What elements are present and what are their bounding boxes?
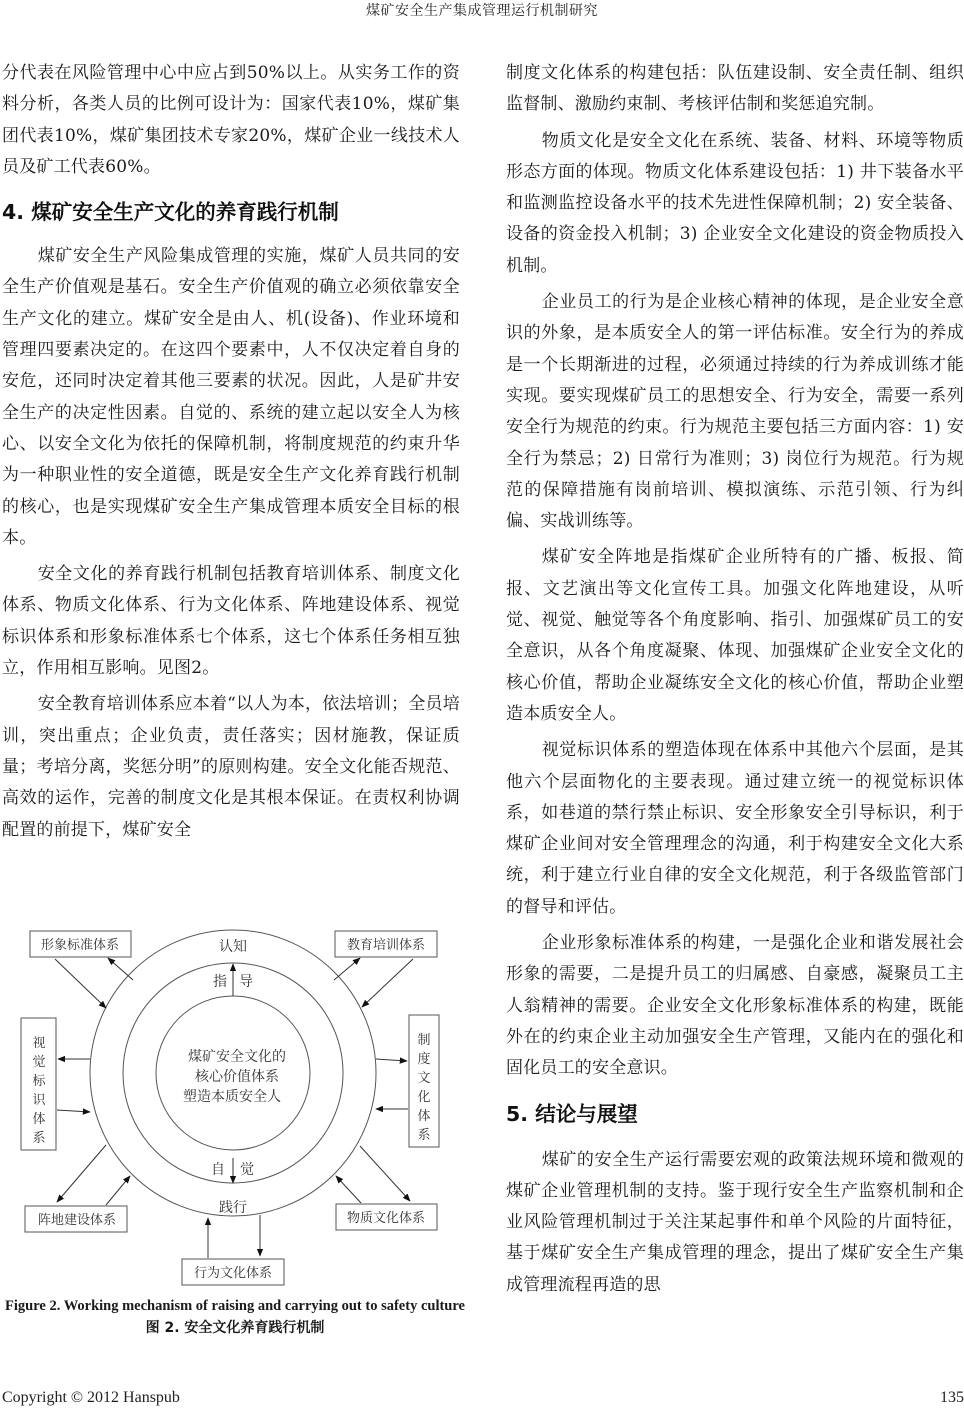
paragraph: 煤矿安全生产风险集成管理的实施，煤矿人员共同的安全生产价值观是基石。安全生产价值观的确立必须依靠安全生产文化的建立。煤矿安全是由人、机(设备)、作业环境和管理四要素决定的。在这四个要素中，人不仅决定着自身的安危，还同时决定着其他三要素的状况。因此，人是矿井安全生产的决定性因素。自觉的、系统的建立起以安全人为核心、以安全文化为依托的保障机制，将制度规范的约束升华为一种职业性的安全道德，既是安全生产文化养育践行机制的核心，也是实现煤矿安全生产集成管理本质安全目标的根本。 (2, 246, 460, 548)
paragraph: 物质文化是安全文化在系统、装备、材料、环境等物质形态方面的体现。物质文化体系建设包括：1) 井下装备水平和监测监控设备水平的技术先进性保障机制；2) 安全装备、设备的资金投入机制；3) 企业安全文化建设的资金物质投入机制。 (506, 130, 964, 276)
svg-text:体: 体 (32, 1112, 46, 1127)
label-guide-right: 导 (239, 974, 253, 990)
label-self-right: 觉 (240, 1162, 254, 1178)
left-column (2, 58, 460, 846)
paragraph: 制度文化体系的构建包括：队伍建设制、安全责任制、组织监督制、激励约束制、考核评估制和奖惩追究制。 (506, 63, 964, 115)
arrow-to-material-culture (360, 1146, 410, 1201)
arrow-from-position-building (106, 1176, 130, 1205)
paragraph: 煤矿的安全生产运行需要宏观的政策法规环境和微观的煤矿企业管理机制的支持。鉴于现行安全生产监察机制和企业风险管理机制过于关注某起事件和单个风险的片面特征，基于煤矿安全生产集成管理的理念，提出了煤矿安全生产集成管理流程再造的思 (506, 1149, 964, 1295)
arrow-from-material-culture (336, 1176, 361, 1203)
core-text-line-1: 煤矿安全文化的 (188, 1049, 286, 1065)
figure-caption-chinese: 图 2. 安全文化养育践行机制 (145, 1320, 325, 1336)
svg-text:系: 系 (32, 1131, 46, 1146)
svg-text:度: 度 (417, 1052, 431, 1067)
paragraph: 企业员工的行为是企业核心精神的体现，是企业安全意识的外象，是本质安全人的第一评估标准。安全行为的养成是一个长期渐进的过程，必须通过持续的行为养成训练才能实现。要实现煤矿员工的思想安全、行为安全，需要一系列安全行为规范的约束。行为规范主要包括三方面内容：1) 安全行为禁忌；2) 日常行为准则；3) 岗位行为规范。行为规范的保障措施有岗前培训、模拟演练、示范引领、行为纠偏、实战训练等。 (506, 292, 964, 532)
core-text-line-2: 核心价值体系 (195, 1069, 279, 1085)
label-cognition: 认知 (219, 939, 247, 955)
arrow-to-institutional-culture (376, 1059, 407, 1061)
paragraph: 安全教育培训体系应本着“以人为本，依法培训；全员培训，突出重点；企业负责，责任落实；因材施教，保证质量；考培分离，奖惩分明”的原则构建。安全文化能否规范、高效的运作，完善的制度文化是其根本保证。在责权利协调配置的前提下，煤矿安全 (2, 694, 460, 840)
svg-text:制: 制 (417, 1033, 431, 1048)
arrow-from-education-training (362, 959, 413, 1007)
svg-text:体: 体 (417, 1109, 431, 1124)
svg-text:文: 文 (417, 1071, 431, 1086)
section-5-heading: 5. 结论与展望 (506, 1101, 638, 1126)
arrow-to-position-building (57, 1145, 106, 1202)
box-material-culture-label: 物质文化体系 (346, 1211, 426, 1226)
paragraph-continued: 分代表在风险管理中心中应占到50%以上。从实务工作的资料分析，各类人员的比例可设计为：国家代表10%，煤矿集团代表10%，煤矿集团技术专家20%，煤矿企业一线技术人员及矿工代表60%。 (2, 63, 460, 177)
paragraph: 安全文化的养育践行机制包括教育培训体系、制度文化体系、物质文化体系、行为文化体系、阵地建设体系、视觉标识体系和形象标准体系七个体系，这七个体系任务相互独立，作用相互影响。见图2。 (2, 564, 460, 679)
box-position-building-label: 阵地建设体系 (37, 1213, 117, 1228)
label-self-left: 自 (211, 1162, 225, 1178)
figure-caption (0, 1298, 470, 1339)
copyright-footer: Copyright © 2012 Hanspub (2, 1389, 180, 1406)
svg-text:识: 识 (32, 1093, 46, 1108)
paragraph: 煤矿安全阵地是指煤矿企业所特有的广播、板报、简报、文艺演出等文化宣传工具。加强文化阵地建设，从听觉、视觉、触觉等各个角度影响、指引、加强煤矿员工的安全意识，从各个角度凝聚、体现、加强煤矿企业安全文化的核心价值，帮助企业凝练安全文化的核心价值，帮助企业塑造本质安全人。 (506, 547, 964, 724)
right-column (506, 58, 964, 1301)
running-header: 煤矿安全生产集成管理运行机制研究 (366, 3, 598, 19)
paragraph: 视觉标识体系的塑造体现在体系中其他六个层面，是其他六个层面物化的主要表现。通过建立统一的视觉标识体系，如巷道的禁行禁止标识、安全形象安全引导标识，利于煤矿企业间对安全管理理念的沟通，利于构建安全文化大系统，利于建立行业自律的安全文化规范，利于各级监管部门的督导和评估。 (506, 740, 964, 917)
label-practice: 践行 (219, 1200, 247, 1216)
svg-text:标: 标 (32, 1074, 46, 1089)
figure-2-diagram (0, 918, 470, 1290)
core-text-line-3: 塑造本质安全人 (183, 1089, 281, 1105)
label-guide-left: 指 (213, 974, 227, 990)
svg-text:系: 系 (417, 1128, 431, 1143)
svg-text:觉: 觉 (32, 1055, 46, 1070)
box-image-standard-label: 形象标准体系 (40, 938, 120, 953)
box-behavior-culture-label: 行为文化体系 (193, 1266, 273, 1281)
arrow-to-education-training (334, 958, 360, 980)
arrow-from-image-standard (55, 959, 106, 1008)
svg-text:化: 化 (417, 1090, 431, 1105)
arrow-to-image-standard (108, 958, 133, 980)
page-number: 135 (940, 1389, 964, 1406)
arrow-from-visual-identity (57, 1110, 90, 1112)
box-education-training-label: 教育培训体系 (346, 938, 426, 953)
section-4-heading: 4. 煤矿安全生产文化的养育践行机制 (2, 200, 339, 225)
paragraph: 企业形象标准体系的构建，一是强化企业和谐发展社会形象的需要，二是提升员工的归属感、自豪感，凝聚员工主人翁精神的需要。企业安全文化形象标准体系的构建，既能外在的约束企业主动加强安全生产管理，又能内在的强化和固化员工的安全意识。 (506, 933, 964, 1079)
figure-caption-english: Figure 2. Working mechanism of raising and carrying out to safety culture (5, 1298, 465, 1314)
svg-text:视: 视 (32, 1036, 46, 1051)
